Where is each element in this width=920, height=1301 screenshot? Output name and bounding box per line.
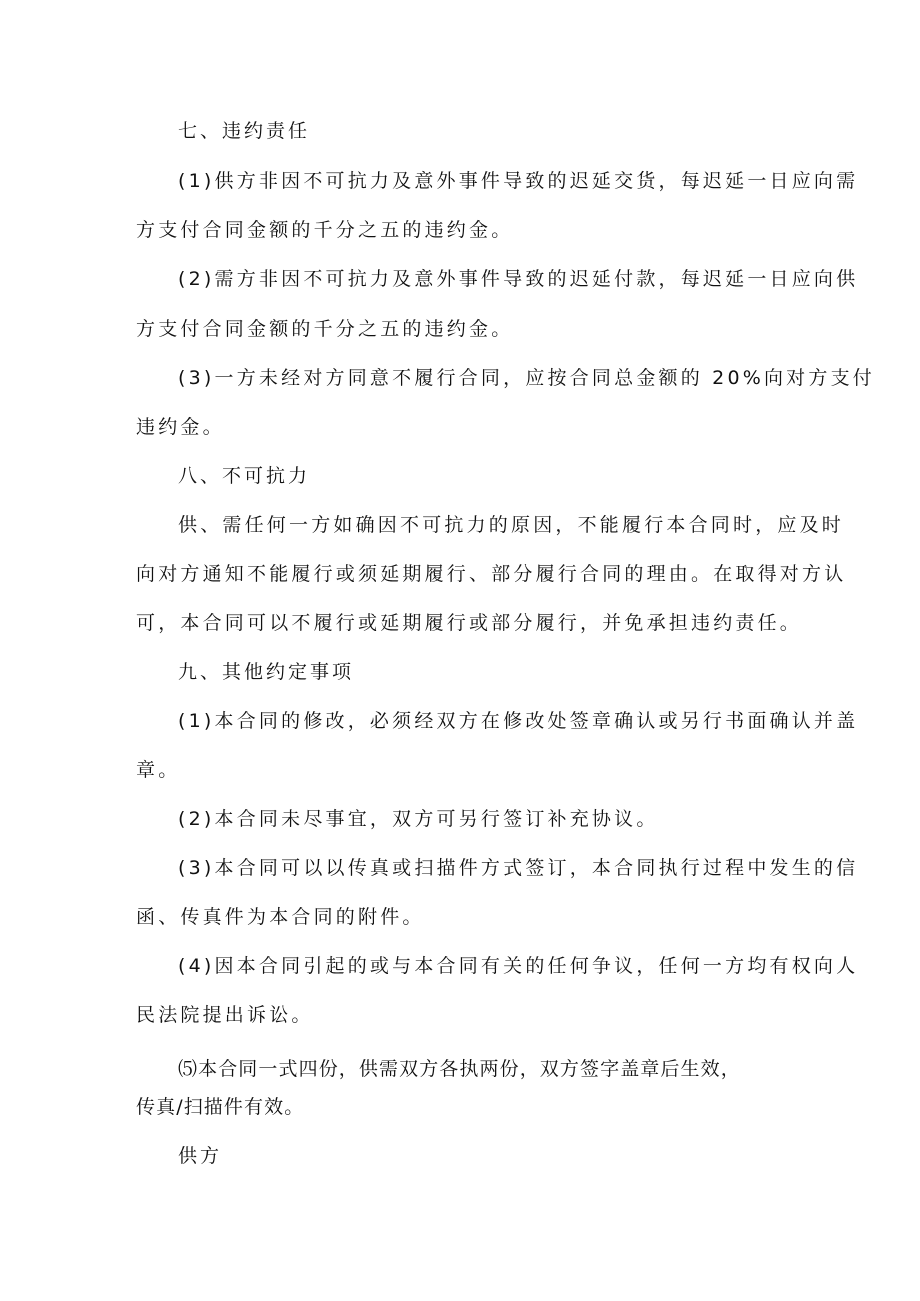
section-7-item-1-line-1: (1)供方非因不可抗力及意外事件导致的迟延交货，每迟延一日应向需 <box>178 170 859 192</box>
section-9-item-3-line-2: 函、传真件为本合同的附件。 <box>136 906 425 928</box>
section-9-item-1-line-2: 章。 <box>136 759 181 781</box>
section-9-item-4-line-2: 民法院提出诉讼。 <box>136 1004 314 1026</box>
section-8-paragraph-line-3: 可，本合同可以不履行或延期履行或部分履行，并免承担违约责任。 <box>136 612 803 634</box>
supplier-signature-label: 供方 <box>178 1145 223 1167</box>
section-9-item-5-line-1: ⑸本合同一式四份，供需双方各执两份，双方签字盖章后生效， <box>178 1058 741 1080</box>
section-9-item-4-line-1: (4)因本合同引起的或与本合同有关的任何争议，任何一方均有权向人 <box>178 955 859 977</box>
section-7-item-3-line-2: 违约金。 <box>136 416 225 438</box>
section-9-item-2-line-1: (2)本合同未尽事宜，双方可另行签订补充协议。 <box>178 808 659 830</box>
section-9-item-1-line-1: (1)本合同的修改，必须经双方在修改处签章确认或另行书面确认并盖 <box>178 710 859 732</box>
section-9-title: 九、其他约定事项 <box>178 661 355 683</box>
section-7-item-1-line-2: 方支付合同金额的千分之五的违约金。 <box>136 219 514 241</box>
section-7-title: 七、违约责任 <box>178 120 311 142</box>
section-7-item-2-line-1: (2)需方非因不可抗力及意外事件导致的迟延付款，每迟延一日应向供 <box>178 268 859 290</box>
section-7-item-2-line-2: 方支付合同金额的千分之五的违约金。 <box>136 318 514 340</box>
section-7-item-3-line-1: (3)一方未经对方同意不履行合同，应按合同总金额的 20%向对方支付 <box>178 367 875 389</box>
section-9-item-5-line-2: 传真/扫描件有效。 <box>136 1096 305 1118</box>
section-8-paragraph-line-1: 供、需任何一方如确因不可抗力的原因，不能履行本合同时，应及时 <box>178 514 845 536</box>
section-8-paragraph-line-2: 向对方通知不能履行或须延期履行、部分履行合同的理由。在取得对方认 <box>136 563 847 585</box>
section-8-title: 八、不可抗力 <box>178 465 311 487</box>
section-9-item-3-line-1: (3)本合同可以以传真或扫描件方式签订，本合同执行过程中发生的信 <box>178 857 859 879</box>
